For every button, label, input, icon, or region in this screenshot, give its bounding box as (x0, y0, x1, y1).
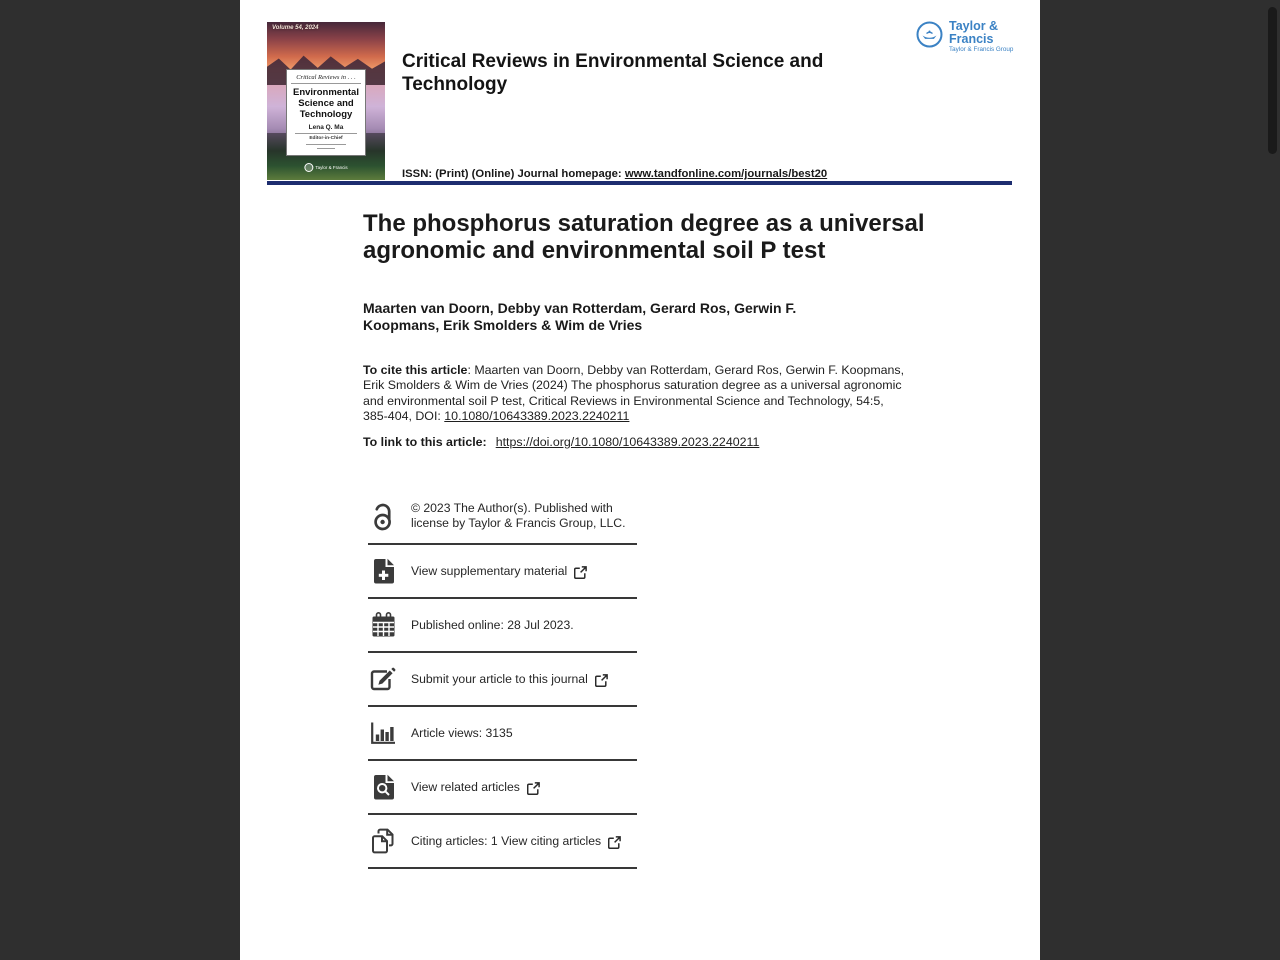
journal-cover-image (267, 22, 385, 180)
vertical-scrollbar-thumb[interactable] (1268, 7, 1277, 154)
external-link-icon (574, 566, 587, 579)
cite-body: : Maarten van Doorn, Debby van Rotterdam, Gerard Ros, Gerwin F. Koopmans, Erik Smolders & Wim de Vries (2024) The phosphorus saturation degree as a universal agronomic and environmental soil P test, Critical Reviews in Environmental Science and Technology, 54:5, 385-404, DOI: (363, 363, 905, 423)
cover-editor-role: Editor-in-Chief (295, 133, 357, 141)
submit-article-icon (368, 666, 398, 692)
action-label: View supplementary material (411, 563, 568, 578)
journal-homepage-link[interactable]: www.tandfonline.com/journals/best20 (624, 168, 828, 180)
taylor-francis-roundel-icon (916, 21, 943, 53)
cover-editor-name: Lena Q. Ma (308, 124, 344, 132)
cite-paragraph (363, 363, 911, 424)
link-to-article-line (363, 435, 759, 449)
calendar-icon (368, 612, 398, 638)
action-label: Submit your article to this journal (411, 671, 588, 686)
action-label: View related articles (411, 779, 520, 794)
related-articles-icon (368, 774, 398, 800)
action-label: Citing articles: 1 View citing articles (411, 833, 602, 848)
external-link-icon (608, 836, 621, 849)
cover-publisher-text: Taylor & Francis (315, 165, 348, 171)
external-link-icon (527, 782, 540, 795)
brand-name: Taylor & Francis (949, 19, 999, 46)
authors-line: Koopmans, Erik Smolders & Wim de Vries (363, 316, 643, 333)
license-row (368, 489, 637, 545)
article-authors (363, 300, 796, 333)
open-access-icon (368, 502, 398, 531)
article-doi-url-link[interactable]: https://doi.org/10.1080/10643389.2023.2240211 (495, 435, 760, 449)
article-views-icon (368, 721, 398, 745)
doi-link[interactable]: 10.1080/10643389.2023.2240211 (444, 408, 630, 423)
brand-subtitle: Taylor & Francis Group (949, 46, 1014, 53)
cover-deco-line (317, 148, 335, 150)
cover-journal-title: Environmental Science and Technology (292, 87, 359, 121)
action-label: Article views: 3135 (411, 725, 513, 740)
action-row-submit[interactable] (368, 653, 637, 707)
license-text: © 2023 The Author(s). Published with license by Taylor & Francis Group, LLC. (411, 501, 626, 530)
cover-volume-text: Volume 54, 2024 (272, 25, 319, 31)
taylor-francis-logo[interactable] (916, 20, 1040, 53)
cite-label: To cite this article (363, 363, 468, 377)
action-row-article-views (368, 707, 637, 761)
header-divider-rule (267, 181, 1012, 185)
cover-series-text: Critical Reviews in . . . (291, 74, 361, 84)
link-label: To link to this article: (363, 435, 487, 449)
authors-line: Maarten van Doorn, Debby van Rotterdam, Gerard Ros, Gerwin F. (363, 300, 797, 316)
cover-title-box (286, 69, 366, 156)
supplementary-material-icon (368, 558, 398, 584)
article-title (363, 211, 924, 264)
action-row-supplementary[interactable] (368, 545, 637, 599)
article-title-line: agronomic and environmental soil P test (363, 236, 826, 264)
action-row-related-articles[interactable] (368, 761, 637, 815)
journal-title: Critical Reviews in Environmental Science and Technology (402, 51, 824, 95)
action-row-published-online (368, 599, 637, 653)
article-title-line: The phosphorus saturation degree as a universal (363, 210, 925, 237)
issn-homepage-line (402, 168, 827, 180)
article-actions-list (368, 489, 637, 869)
action-label: Published online: 28 Jul 2023. (411, 617, 574, 632)
cover-publisher-logo (304, 163, 347, 172)
publisher-roundel-icon (304, 163, 313, 172)
pdf-page (240, 0, 1040, 960)
issn-label: ISSN: (Print) (Online) Journal homepage: (402, 168, 625, 180)
external-link-icon (595, 674, 608, 687)
taylor-francis-wordmark (949, 20, 1040, 53)
action-row-citing-articles[interactable] (368, 815, 637, 869)
cover-deco-line (306, 144, 347, 146)
citing-articles-icon (368, 828, 398, 854)
